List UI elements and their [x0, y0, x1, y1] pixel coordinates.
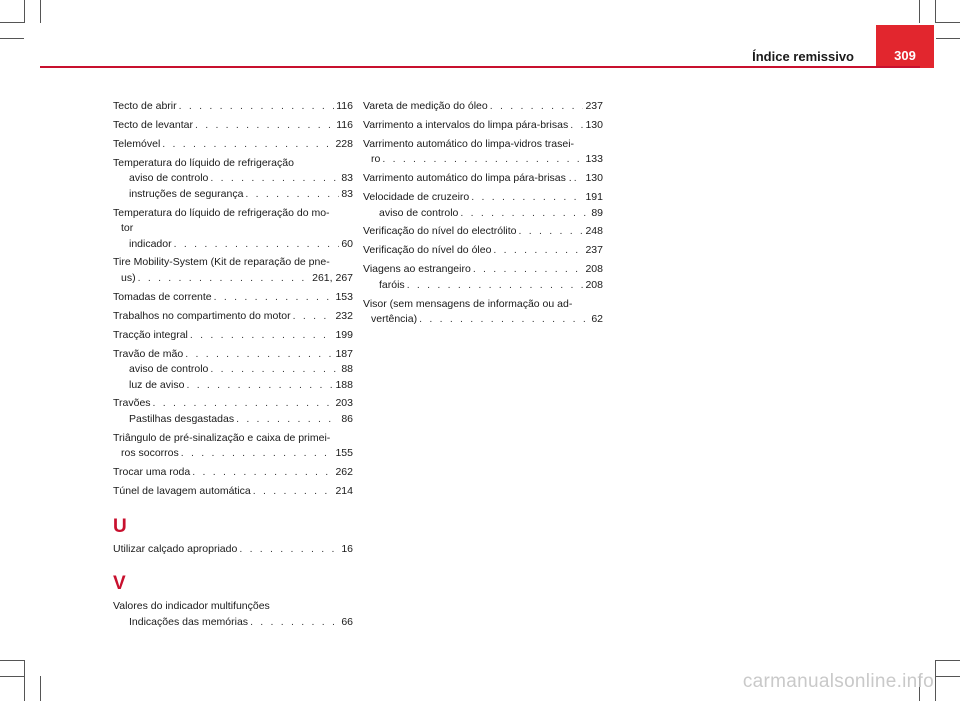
index-entry-term: Travão de mão — [113, 347, 184, 360]
index-entry — [113, 290, 353, 306]
dot-leader — [177, 99, 335, 115]
page-reference: 208 — [585, 278, 603, 291]
index-subentry-term: instruções de segurança — [129, 187, 244, 200]
page-reference: 62 — [591, 313, 603, 326]
index-entry-line — [113, 290, 353, 306]
crop-mark — [0, 676, 24, 677]
index-entry-line — [113, 328, 353, 344]
index-entry-line — [363, 99, 603, 115]
index-entry-term: Tecto de levantar — [113, 118, 193, 131]
page-reference: 116 — [336, 100, 353, 112]
index-entry-line — [363, 262, 603, 278]
index-entry — [113, 599, 353, 630]
index-entry-term: ros socorros — [121, 447, 179, 460]
dot-leader — [184, 378, 333, 394]
index-entry-line — [363, 312, 603, 328]
index-entry-term: Vareta de medição do óleo — [363, 100, 488, 112]
page-reference: 237 — [585, 244, 603, 257]
index-entry-term: Verificação do nível do óleo — [363, 244, 492, 257]
index-entry-term: Tomadas de corrente — [113, 290, 212, 303]
index-subentry-term: Indicações das memórias — [129, 615, 249, 628]
dot-leader — [234, 412, 339, 428]
index-entry-term: tor — [121, 222, 134, 235]
dot-leader — [572, 171, 584, 187]
index-entry-line — [113, 271, 353, 287]
index-entry — [363, 262, 603, 293]
dot-leader — [151, 396, 334, 412]
index-entry — [113, 137, 353, 153]
page-reference: 199 — [335, 328, 353, 341]
index-entry-term: Valores do indicador multifunções — [113, 600, 270, 613]
index-entry — [363, 99, 603, 115]
index-entry — [113, 99, 353, 115]
index-subentry — [113, 187, 353, 203]
dot-leader — [172, 237, 340, 253]
index-entry-term: Varrimento automático do limpa pára-brisas . — [363, 172, 572, 185]
dot-leader — [568, 118, 583, 134]
index-entry-line — [363, 118, 603, 134]
page-reference: 60 — [341, 237, 353, 250]
header-rule — [40, 66, 920, 68]
dot-leader — [458, 206, 589, 222]
index-subentry-term: indicador — [129, 237, 172, 250]
index-entry-line — [363, 171, 603, 187]
index-entry-line — [113, 118, 353, 134]
index-entry-term: Viagens ao estrangeiro — [363, 263, 471, 276]
page-reference: 130 — [585, 118, 603, 131]
index-entry-term: Travões — [113, 397, 151, 410]
index-entry-term: Trocar uma roda — [113, 466, 191, 479]
dot-leader — [212, 290, 334, 306]
page-reference: 232 — [335, 309, 353, 322]
page-reference: 261, 267 — [312, 271, 353, 284]
crop-mark — [40, 0, 41, 23]
index-entry-line — [113, 99, 353, 115]
dot-leader — [179, 446, 334, 462]
index-entry — [113, 484, 353, 500]
index-subentry — [113, 362, 353, 378]
index-entry-line — [113, 542, 353, 558]
index-letter-heading: V — [113, 573, 126, 595]
index-entry-term: ro — [371, 153, 381, 166]
page-reference: 208 — [585, 263, 603, 276]
crop-mark — [936, 660, 960, 661]
index-entry-line — [113, 446, 353, 462]
index-entry — [363, 297, 603, 328]
page-reference: 66 — [341, 615, 353, 628]
dot-leader — [291, 309, 334, 325]
index-entry — [113, 431, 353, 462]
index-entry-term: Verificação do nível do electrólito — [363, 225, 517, 238]
index-entry — [113, 156, 353, 203]
crop-mark — [935, 660, 936, 701]
index-entry — [113, 396, 353, 427]
index-entry-line — [363, 243, 603, 259]
dot-leader — [190, 465, 333, 481]
page-reference: 262 — [335, 466, 353, 479]
page-reference: 155 — [335, 447, 353, 460]
crop-mark — [24, 0, 25, 23]
index-letter-heading: U — [113, 515, 127, 537]
index-entry-line — [113, 484, 353, 500]
page-reference: 86 — [341, 412, 353, 425]
index-entry-term: Tracção integral — [113, 328, 188, 341]
page-reference: 214 — [335, 485, 353, 498]
index-entry — [363, 137, 603, 168]
page-reference: 203 — [335, 397, 353, 410]
crop-mark — [935, 0, 936, 23]
index-subentry-term: aviso de controlo — [129, 363, 209, 376]
index-entry-line — [363, 190, 603, 206]
page-reference: 228 — [335, 137, 353, 150]
page-reference: 83 — [341, 187, 353, 200]
dot-leader — [160, 137, 333, 153]
index-entry — [363, 190, 603, 221]
dot-leader — [237, 542, 339, 558]
index-subentry-term: Pastilhas desgastadas — [129, 412, 235, 425]
page-reference: 188 — [335, 378, 353, 391]
index-column-left — [113, 99, 353, 633]
index-entry-term: Varrimento a intervalos do limpa pára-brisas — [363, 118, 569, 131]
index-subentry — [113, 237, 353, 253]
index-entry-line — [113, 396, 353, 412]
page-reference: 237 — [585, 100, 603, 112]
index-entry — [363, 118, 603, 134]
crop-mark — [936, 38, 960, 39]
index-entry-term: vertência) — [371, 313, 418, 326]
index-subentry-term: aviso de controlo — [379, 206, 459, 219]
page-reference: 16 — [341, 542, 353, 555]
index-subentry — [113, 412, 353, 428]
dot-leader — [491, 243, 583, 259]
page-reference: 83 — [341, 172, 353, 185]
index-subentry — [113, 378, 353, 394]
dot-leader — [248, 615, 339, 631]
index-entry-term: us) — [121, 271, 136, 284]
page-reference: 130 — [585, 172, 603, 185]
crop-mark — [24, 660, 25, 701]
index-entry-term: Varrimento automático do limpa-vidros trasei- — [363, 137, 575, 150]
page-reference: 191 — [585, 191, 603, 204]
index-entry — [113, 255, 353, 286]
dot-leader — [183, 347, 333, 363]
index-entry-term: Temperatura do líquido de refrigeração do mo- — [113, 206, 330, 219]
index-entry-term: Triângulo de pré-sinalização e caixa de primei- — [113, 431, 331, 444]
index-entry — [363, 224, 603, 240]
dot-leader — [405, 278, 584, 294]
index-entry-line — [113, 465, 353, 481]
index-entry-term: Utilizar calçado apropriado — [113, 542, 238, 555]
crop-mark — [936, 676, 960, 677]
dot-leader — [417, 312, 589, 328]
index-entry — [113, 347, 353, 394]
page-reference: 88 — [341, 363, 353, 376]
page-reference: 248 — [585, 225, 603, 238]
dot-leader — [208, 362, 339, 378]
index-entry-term: Velocidade de cruzeiro — [363, 191, 470, 204]
index-entry-term: Visor (sem mensagens de informação ou ad- — [363, 297, 573, 310]
index-entry-line — [113, 309, 353, 325]
index-subentry — [113, 171, 353, 187]
index-entry-line — [113, 137, 353, 153]
running-header-title: Índice remissivo — [752, 49, 854, 64]
dot-leader — [243, 187, 339, 203]
index-subentry — [363, 278, 603, 294]
page-number: 309 — [894, 48, 916, 63]
index-entry — [113, 309, 353, 325]
dot-leader — [208, 171, 339, 187]
dot-leader — [469, 190, 583, 206]
index-entry — [363, 171, 603, 187]
dot-leader — [380, 152, 583, 168]
index-entry-term: Túnel de lavagem automática — [113, 485, 251, 498]
crop-mark — [936, 22, 960, 23]
index-subentry-term: luz de aviso — [129, 378, 185, 391]
index-subentry — [363, 206, 603, 222]
crop-mark — [40, 676, 41, 701]
dot-leader — [188, 328, 334, 344]
dot-leader — [251, 484, 334, 500]
watermark: carmanualsonline.info — [742, 671, 934, 692]
index-entry-term: Trabalhos no compartimento do motor — [113, 309, 291, 322]
index-entry — [113, 118, 353, 134]
index-entry-line — [363, 152, 603, 168]
index-entry-line — [363, 224, 603, 240]
index-column-right — [363, 99, 603, 331]
index-entry-term: Telemóvel — [113, 137, 161, 150]
index-subentry — [113, 615, 353, 631]
index-entry-term: Tire Mobility-System (Kit de reparação de pne- — [113, 256, 330, 269]
dot-leader — [488, 99, 584, 115]
dot-leader — [471, 262, 584, 278]
index-entry — [113, 328, 353, 344]
crop-mark — [0, 22, 24, 23]
page-number-tab — [876, 25, 934, 68]
dot-leader — [517, 224, 584, 240]
page-reference: 133 — [585, 153, 603, 166]
crop-mark — [0, 38, 24, 39]
index-entry — [113, 542, 353, 558]
index-entry — [113, 465, 353, 481]
dot-leader — [136, 271, 311, 287]
page-reference: 153 — [335, 290, 353, 303]
index-entry-term: Tecto de abrir — [113, 100, 177, 112]
crop-mark — [919, 0, 920, 23]
index-entry-line — [113, 347, 353, 363]
index-entry — [363, 243, 603, 259]
index-subentry-term: aviso de controlo — [129, 172, 209, 185]
index-subentry-term: faróis — [379, 278, 405, 291]
index-entry-term: Temperatura do líquido de refrigeração — [113, 156, 294, 169]
index-entry — [113, 206, 353, 253]
crop-mark — [0, 660, 24, 661]
dot-leader — [193, 118, 334, 134]
page-reference: 187 — [335, 347, 353, 360]
page-reference: 89 — [591, 206, 603, 219]
page-reference: 116 — [336, 118, 353, 131]
